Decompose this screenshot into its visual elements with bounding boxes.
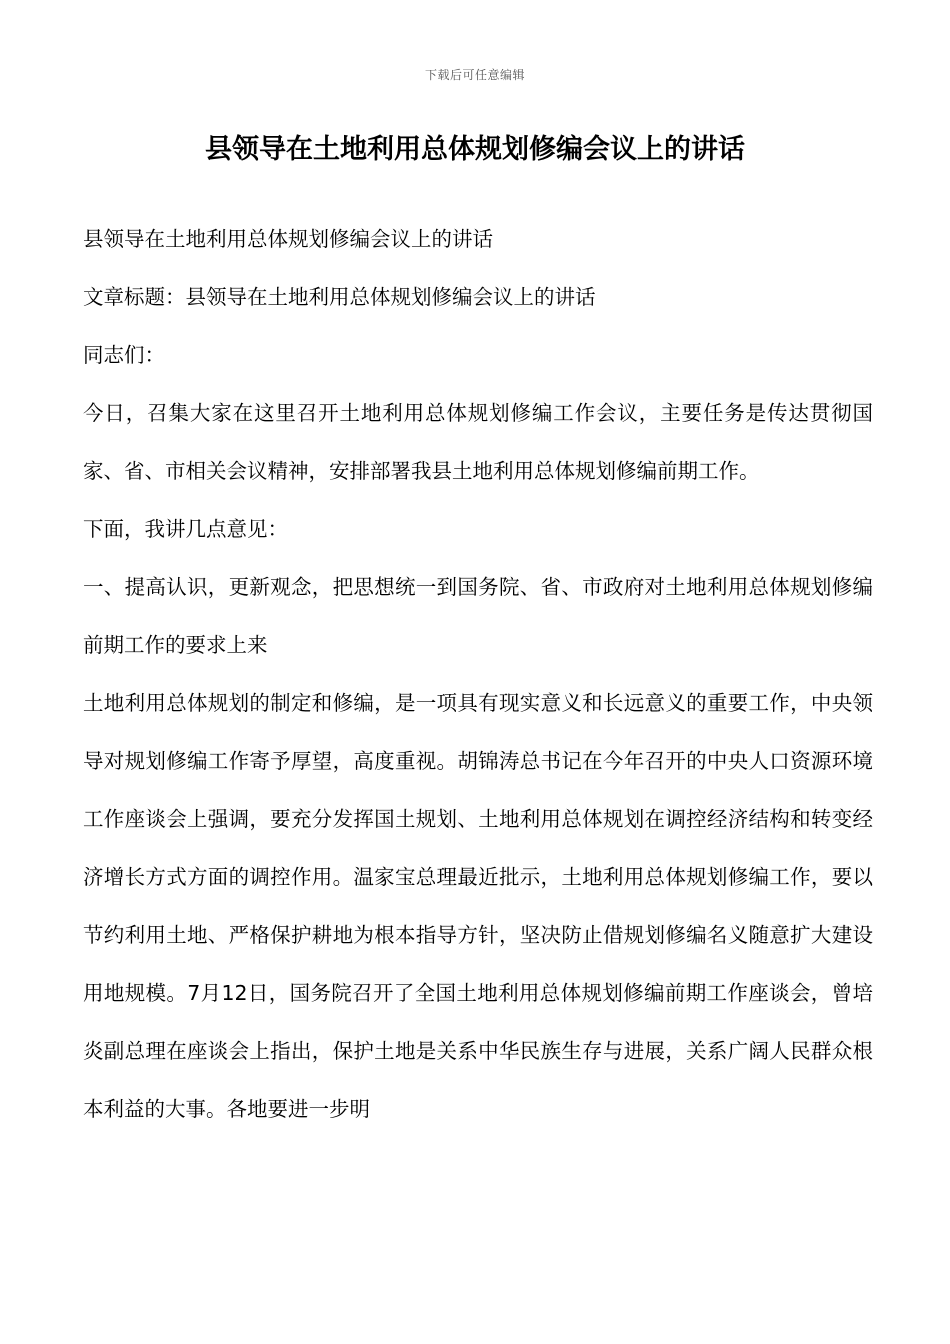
- paragraph-intro: 今日，召集大家在这里召开土地利用总体规划修编工作会议，主要任务是传达贯彻国家、省、市相关会议精神，安排部署我县土地利用总体规划修编前期工作。: [83, 401, 873, 483]
- paragraph-main: 土地利用总体规划的制定和修编，是一项具有现实意义和长远意义的重要工作，中央领导对规划修编工作寄予厚望，高度重视。胡锦涛总书记在今年召开的中央人口资源环境工作座谈会上强调，要充分发挥国土规划、土地利用总体规划在调控经济结构和转变经济增长方式方面的调控作用。温家宝总理最近批示，土地利用总体规划修编工作，要以节约利用土地、严格保护耕地为根本指导方针，坚决防止借规划修编名义随意扩大建设用地规模。7月12日，国务院召开了全国土地利用总体规划修编前期工作座谈会，曾培炎副总理在座谈会上指出，保护土地是关系中华民族生存与进展，关系广阔人民群众根本利益的大事。各地要进一步明: [83, 691, 873, 1121]
- document-body: [83, 210, 873, 1138]
- paragraph-salutation: 同志们：: [83, 343, 165, 367]
- paragraph-transition: 下面，我讲几点意见：: [83, 517, 288, 541]
- paragraph-section-heading: 一、提高认识，更新观念，把思想统一到国务院、省、市政府对土地利用总体规划修编前期工作的要求上来: [83, 575, 873, 657]
- paragraph-subtitle: 县领导在土地利用总体规划修编会议上的讲话: [83, 227, 493, 251]
- paragraph-article-title: 文章标题：县领导在土地利用总体规划修编会议上的讲话: [83, 285, 596, 309]
- document-title: 县领导在土地利用总体规划修编会议上的讲话: [205, 134, 745, 165]
- header-note: 下载后可任意编辑: [424, 68, 525, 82]
